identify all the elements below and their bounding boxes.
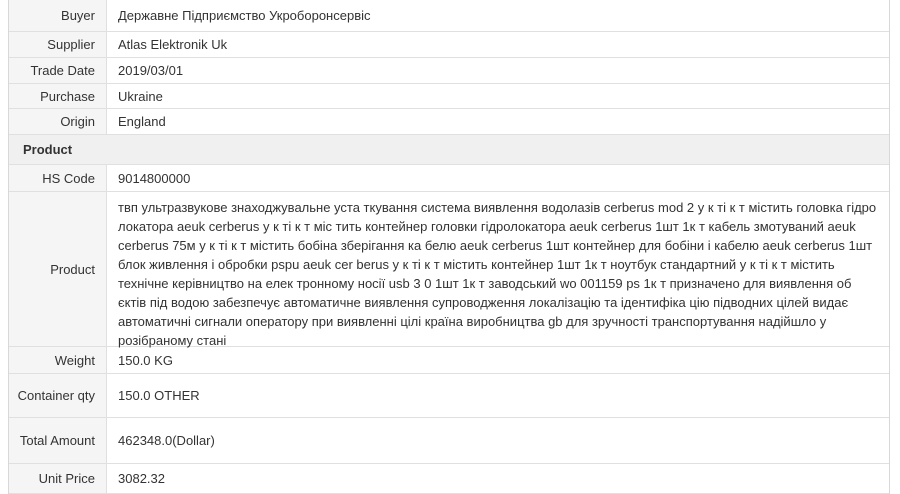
weight-value: 150.0 KG — [118, 352, 173, 368]
unit-price-value: 3082.32 — [118, 471, 165, 486]
origin-label: Origin — [9, 109, 107, 134]
purchase-label: Purchase — [9, 84, 107, 108]
total-amount-label: Total Amount — [9, 418, 107, 463]
product-section-header: Product — [9, 135, 889, 165]
unit-price-row — [9, 464, 889, 494]
weight-label: Weight — [9, 347, 107, 373]
supplier-row — [9, 32, 889, 58]
buyer-row — [9, 0, 889, 32]
total-amount-value: 462348.0(Dollar) — [118, 433, 215, 448]
purchase-value: Ukraine — [118, 88, 163, 104]
origin-value: England — [118, 114, 166, 129]
container-qty-label: Container qty — [9, 374, 107, 417]
product-description-row — [9, 192, 889, 347]
purchase-row — [9, 84, 889, 109]
supplier-label: Supplier — [9, 32, 107, 57]
trade-date-row — [9, 58, 889, 84]
buyer-label: Buyer — [9, 0, 107, 31]
hs-code-label: HS Code — [9, 165, 107, 191]
product-label: Product — [9, 192, 107, 346]
hs-code-value: 9014800000 — [118, 170, 191, 186]
trade-record-table — [8, 0, 890, 494]
hs-code-row — [9, 165, 889, 192]
buyer-value: Державне Підприємство Укроборонсервіс — [118, 8, 371, 23]
container-qty-row — [9, 374, 889, 418]
origin-row — [9, 109, 889, 135]
product-description: твп ультразвукове знаходжувальне уста ткування система виявлення водолазів cerberus mod 2 у к ті к т містить головка гідро локатора aeuk cerberus у к ті к т міс тить контейнер головки гідролокатора aeuk cerberus 1шт 1к т кабель змотуваний aeuk cerberus 75м у к ті к т містить бобіна зберігання ка белю aeuk cerberus 1шт контейнер для бобіни і кабелю aeuk cerberus 1шт блок живлення і обробки pspu aeuk cer berus у к ті к т містить контейнер 1шт 1к т ноутбук стандартний у к ті к т містить технічне керівництво на елек тронному носії usb 3 0 1шт 1к т заводський wo 001159 ps 1к т призначено для виявлення об єктів під водою забезпечує автоматичне виявлення супроводження локалізацію та ідентифіка цію підводних цілей видає автоматичні сигнали оператору при виявленні цілі країна виробництва gb для зручності транспортування надійшло у розібраному стані — [118, 200, 877, 348]
trade-date-label: Trade Date — [9, 58, 107, 83]
total-amount-row — [9, 418, 889, 464]
weight-row — [9, 347, 889, 374]
trade-date-value: 2019/03/01 — [118, 63, 184, 78]
container-qty-value: 150.0 OTHER — [118, 388, 200, 403]
supplier-value: Atlas Elektronik Uk — [118, 37, 228, 52]
unit-price-label: Unit Price — [9, 464, 107, 493]
